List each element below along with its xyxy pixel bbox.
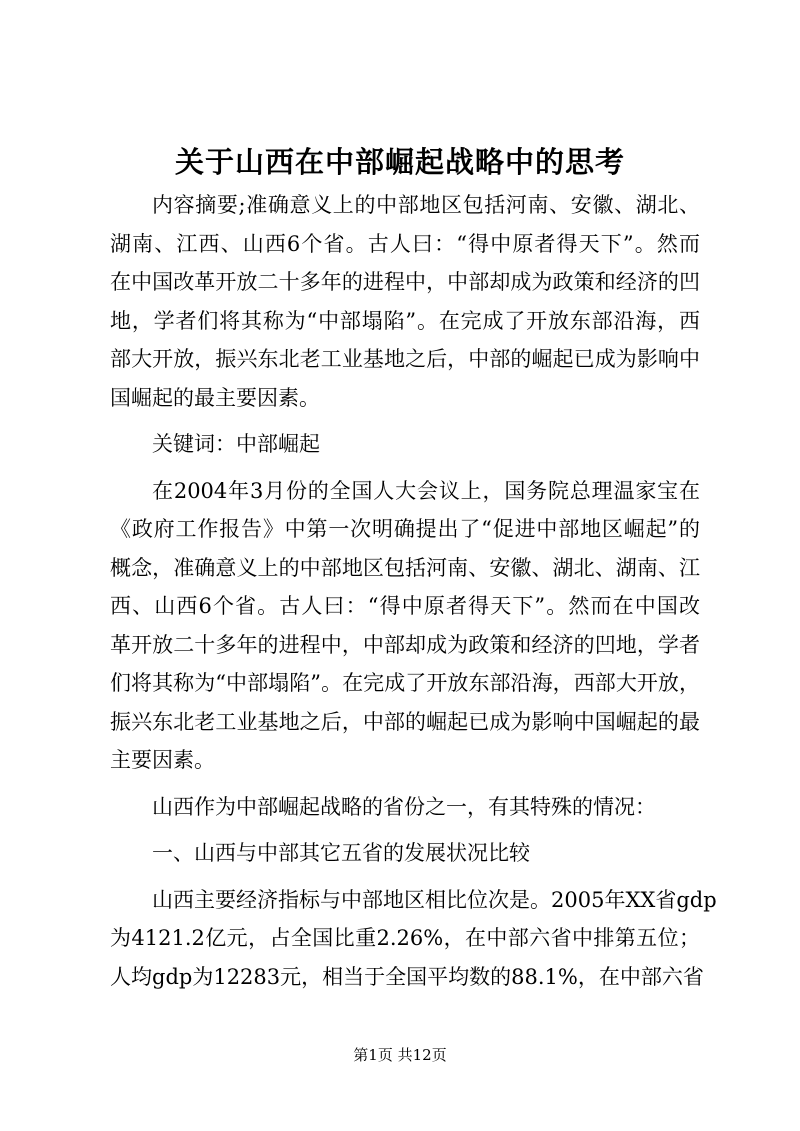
text-line: 地，学者们将其称为“中部塌陷”。在完成了开放东部沿海，西	[110, 308, 700, 333]
abstract-paragraph	[110, 186, 700, 417]
text-line: 人均gdp为12283元，相当于全国平均数的88.1%，在中部六省	[110, 964, 704, 989]
text-line: 振兴东北老工业基地之后，中部的崛起已成为影响中国崛起的最	[110, 709, 700, 734]
text-line: 部大开放，振兴东北老工业基地之后，中部的崛起已成为影响中	[110, 347, 700, 371]
text-line: 湖南、江西、山西6个省。古人曰：“得中原者得天下”。然而	[110, 231, 700, 256]
text-line: 革开放二十多年的进程中，中部却成为政策和经济的凹地，学者	[110, 632, 700, 657]
page-number-footer: 第1页 共12页	[353, 1046, 447, 1064]
text-line: 关键词：中部崛起	[152, 432, 320, 456]
document-body	[110, 186, 717, 996]
text-line: 在2004年3月份的全国人大会议上，国务院总理温家宝在	[152, 478, 700, 503]
text-line: 主要因素。	[110, 748, 215, 772]
body-paragraph	[110, 788, 700, 827]
text-line: 山西作为中部崛起战略的省份之一，有其特殊的情况：	[152, 794, 656, 819]
body-paragraph	[110, 881, 717, 997]
keywords-paragraph	[110, 425, 700, 464]
text-line: 《政府工作报告》中第一次明确提出了“促进中部地区崛起”的	[110, 517, 700, 541]
text-line: 内容摘要;准确意义上的中部地区包括河南、安徽、湖北、	[152, 193, 700, 217]
text-line: 概念，准确意义上的中部地区包括河南、安徽、湖北、湖南、江	[110, 555, 700, 580]
text-line: 一、山西与中部其它五省的发展状况比较	[152, 841, 530, 865]
section-heading	[110, 834, 700, 873]
text-line: 山西主要经济指标与中部地区相比位次是。2005年XX省gdp	[152, 887, 717, 912]
text-line: 西、山西6个省。古人曰：“得中原者得天下”。然而在中国改	[110, 594, 700, 618]
text-line: 们将其称为“中部塌陷”。在完成了开放东部沿海，西部大开放，	[110, 671, 700, 695]
document-title: 关于山西在中部崛起战略中的思考	[174, 145, 625, 179]
body-paragraph	[110, 472, 700, 780]
text-line: 在中国改革开放二十多年的进程中，中部却成为政策和经济的凹	[110, 270, 700, 294]
text-line: 国崛起的最主要因素。	[110, 385, 320, 410]
text-line: 为4121.2亿元，占全国比重2.26%，在中部六省中排第五位；	[110, 926, 700, 950]
